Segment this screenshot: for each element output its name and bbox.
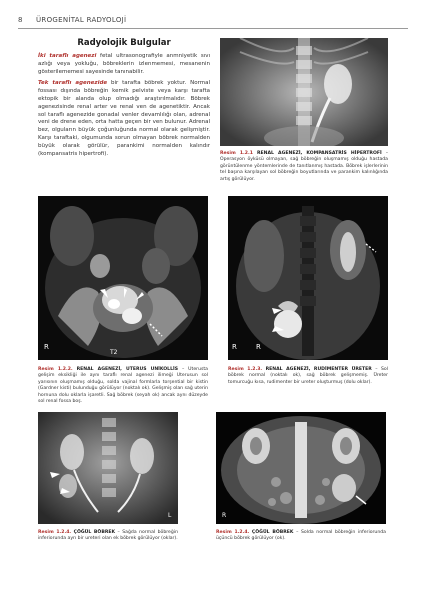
figure-3-text: – Sol böbrek normal (noktalı ok), sağ böbrek gelişmemiş. Üreter tomurcuğu kısa, rudimenter bir ureter oluşturmuş (dolu oklar). <box>228 367 388 385</box>
figure-5-label: Resim 1.2.4. <box>216 530 250 535</box>
text-column <box>38 36 210 162</box>
figure-4-name: ÇÖĞÜL BÖBREK <box>73 530 116 535</box>
figure-3-label: Resim 1.2.3. <box>228 367 263 372</box>
term-bilateral: İki taraflı agenezi <box>38 53 97 59</box>
figure-3-side-marker-b: R <box>256 343 261 351</box>
figure-5-caption <box>216 530 386 543</box>
figure-1-name: RENAL AGENEZİ, KOMPANSATRİS HİPERTROFİ <box>256 151 382 156</box>
figure-5-image <box>216 412 386 524</box>
figure-5-name: ÇÖĞÜL BÖBREK <box>251 530 294 535</box>
figure-1-label: Resim 1.2.1 <box>220 151 253 156</box>
running-header <box>18 14 408 29</box>
term-unilateral: Tek taraflı agenezide <box>38 80 108 87</box>
figure-4-label: Resim 1.2.4. <box>38 530 72 535</box>
figure-3-side-marker: R <box>232 343 237 351</box>
paragraph-unilateral <box>38 80 210 158</box>
figure-2-label: Resim 1.2.2. <box>38 367 73 372</box>
figure-5-side-marker: R <box>222 512 227 519</box>
figure-2-name: RENAL AGENEZİ, UTERUS UNİKOLLİS <box>76 367 179 372</box>
paragraph-bilateral <box>38 53 210 76</box>
figure-4-text: – Sağda normal böbreğin inferiorunda ayrı bir ureteri olan ek böbrek görülüyor (oklar). <box>38 530 178 542</box>
figure-2-caption <box>38 367 208 405</box>
figure-2-sequence-label: T2 <box>110 349 118 356</box>
figure-4-caption <box>38 530 178 543</box>
figure-3-name: RENAL AGENEZİ, RUDİMENTER ÜRETER <box>265 367 372 372</box>
figure-4-side-marker: L <box>168 512 172 519</box>
figure-1-image <box>220 38 388 146</box>
figure-2-side-marker: R <box>44 343 49 351</box>
figure-1-text: – Operasyon öyküsü olmayan, sağ böbreğin oluşmamış olduğu hastada görüntülenme yöntemlerinde de tanıtlanmış hastada. Böbrek işlerlerinin tel başına karşılayan sol böbreğin boyutlarında ve parankim kalınlığında artış görülüyor. <box>220 151 388 182</box>
book-title: ÜROGENİTAL RADYOLOJİ <box>36 16 127 24</box>
section-title: Radyolojik Bulgular <box>77 38 171 48</box>
figure-2-image <box>38 196 208 360</box>
page-number: 8 <box>18 16 23 24</box>
figure-2-text: – Uterusta gelişim eksikliği ile aynı taraflı renal agenezi ilimeği Uterusun sol yarısının oluşmamış olduğu, solda vajinal formlarla torşential bir kistin (Gardner kisti) bulunduğu görülüyor (noktalı ok). Gelişmiş olan sağ uterin hornuna dolu oklarla işaretli. Sağ böbrek (seyah ok) ancak aynı düzeyde sol renal fossa boş. <box>38 367 208 405</box>
paragraph-unilateral-text: bir tarafta böbrek yoktur. Normal fossası dışında böbreğin kemik pelviste veya karşı tarafta ektopik bir alanda olup olmadığı araştırılmalıdır. Böbrek agenezisinde renal arter ve renal ven de agenetiktir. Ancak sol taraflı agenezide gonadal venler devamlılığı olan, adrenal veni de drene eden, orta hatta geçen bir ven bulunur. Adrenal bez, olguların büyük çoğunluğunda normal olarak gelişmiştir. Karşı taraftaki, olgumunda sorun olmayan böbrek normalden büyük olarak görülür, parankimi normalden kalındır (kompansatris hipertrofi). <box>38 80 210 157</box>
figure-5-text: – Solda normal böbreğin inferiorunda üçüncü böbrek görülüyor (ok). <box>216 530 386 542</box>
figure-3-caption <box>228 367 388 386</box>
figure-3-image <box>228 196 388 360</box>
figure-1-caption <box>220 151 388 183</box>
figure-4-image <box>38 412 178 524</box>
paragraph-bilateral-text: fetal ultrasonografiyle anmniyetik sıvı azlığı veya yokluğu, böbreklerin izlenmemesi, mesanenin gösterilememesi sayesinde tanınabilir. <box>38 53 211 75</box>
